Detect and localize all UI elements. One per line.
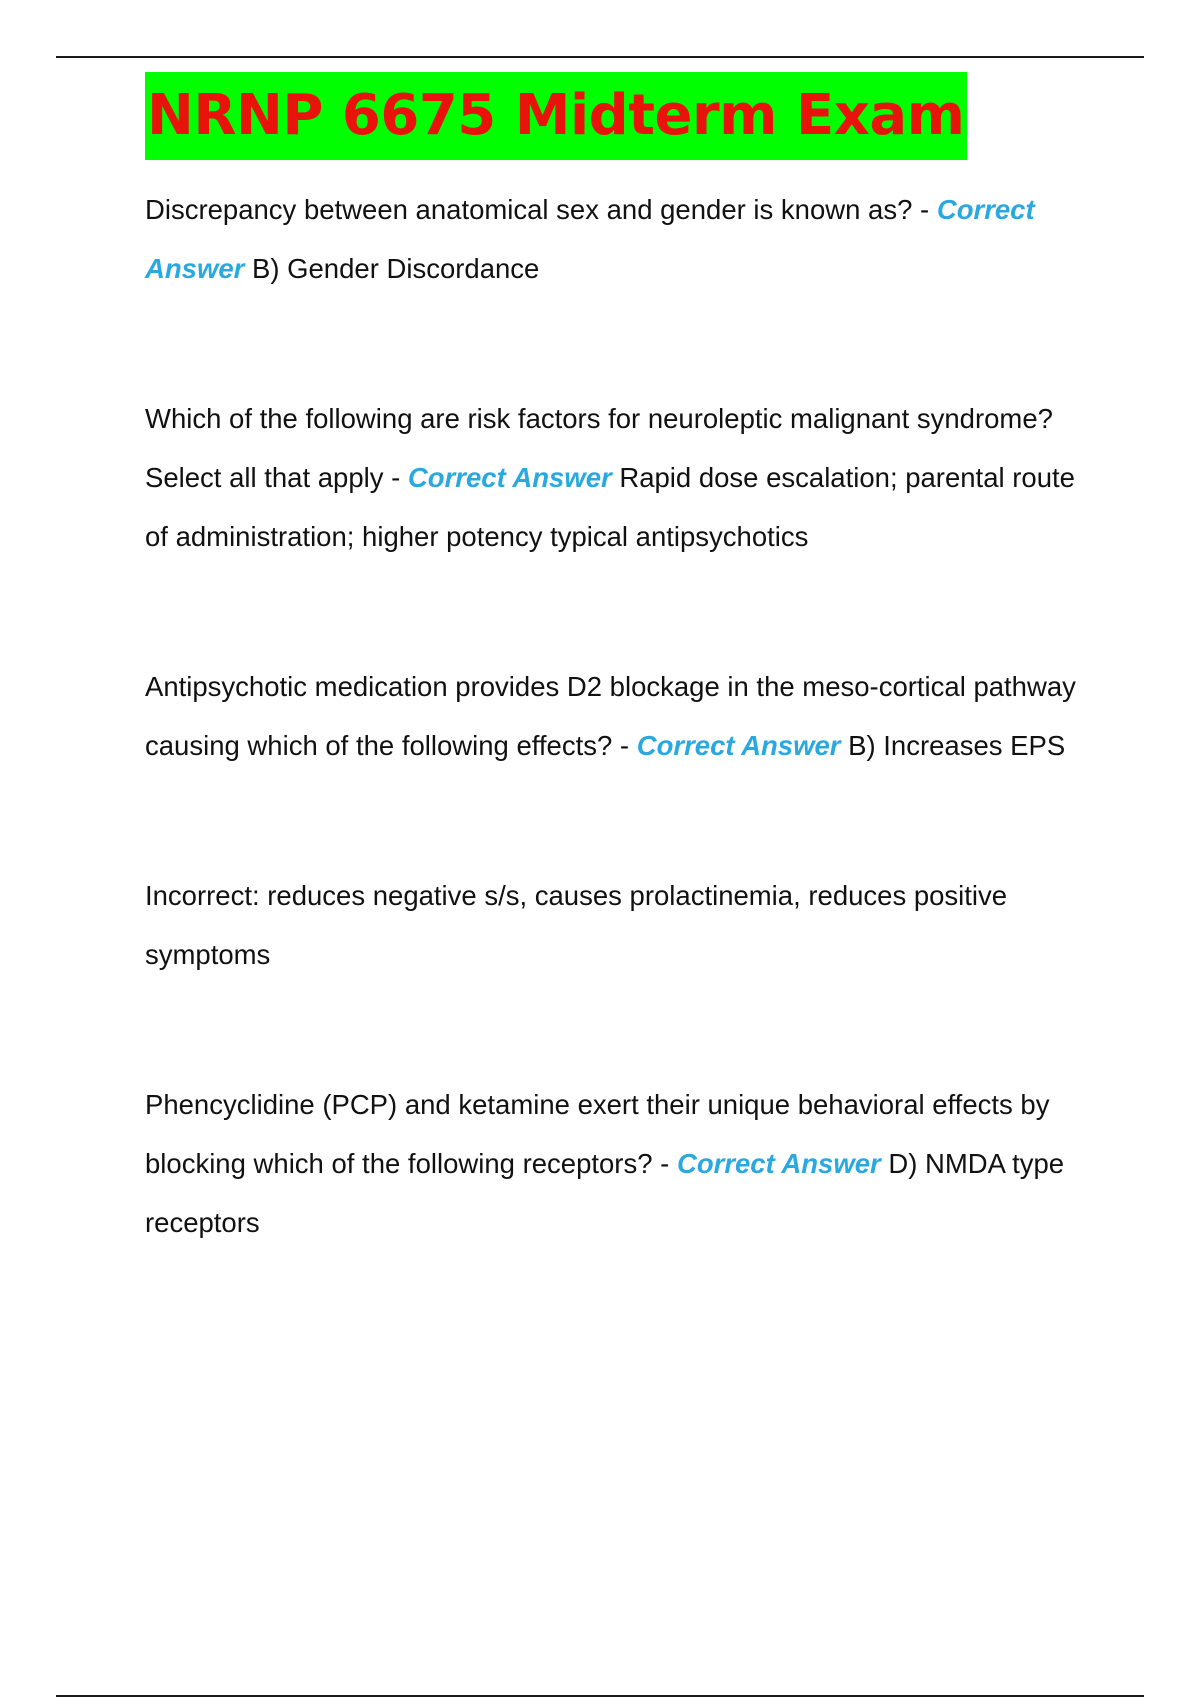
document-body [145, 72, 1085, 1252]
question-text: Discrepancy between anatomical sex and gender is known as? - [145, 194, 937, 225]
qa-item-4 [145, 1075, 1085, 1252]
correct-answer-label: Correct Answer [145, 194, 1035, 284]
incorrect-note: Incorrect: reduces negative s/s, causes prolactinemia, reduces positive symptoms [145, 880, 1008, 970]
top-rule [56, 56, 1144, 58]
bottom-rule [56, 1695, 1144, 1697]
question-text: Antipsychotic medication provides D2 blockage in the meso-cortical pathway causing which of the following effects? - [145, 671, 1076, 761]
qa-item-2 [145, 389, 1085, 566]
question-text: Which of the following are risk factors for neuroleptic malignant syndrome? Select all that apply - [145, 403, 1053, 493]
question-text: Phencyclidine (PCP) and ketamine exert their unique behavioral effects by blocking which of the following receptors? - [145, 1089, 1050, 1179]
page-title: NRNP 6675 Midterm Exam [145, 72, 967, 160]
correct-answer-label: Correct Answer [676, 1148, 881, 1179]
answer-text: Rapid dose escalation; parental route of administration; higher potency typical antipsychotics [145, 462, 1075, 552]
qa-item-3 [145, 657, 1085, 775]
answer-text: B) Gender Discordance [244, 253, 540, 284]
qa-item-1 [145, 180, 1085, 298]
answer-text: D) NMDA type receptors [145, 1148, 1065, 1238]
correct-answer-label: Correct Answer [407, 462, 612, 493]
correct-answer-label: Correct Answer [636, 730, 841, 761]
answer-text: B) Increases EPS [840, 730, 1066, 761]
